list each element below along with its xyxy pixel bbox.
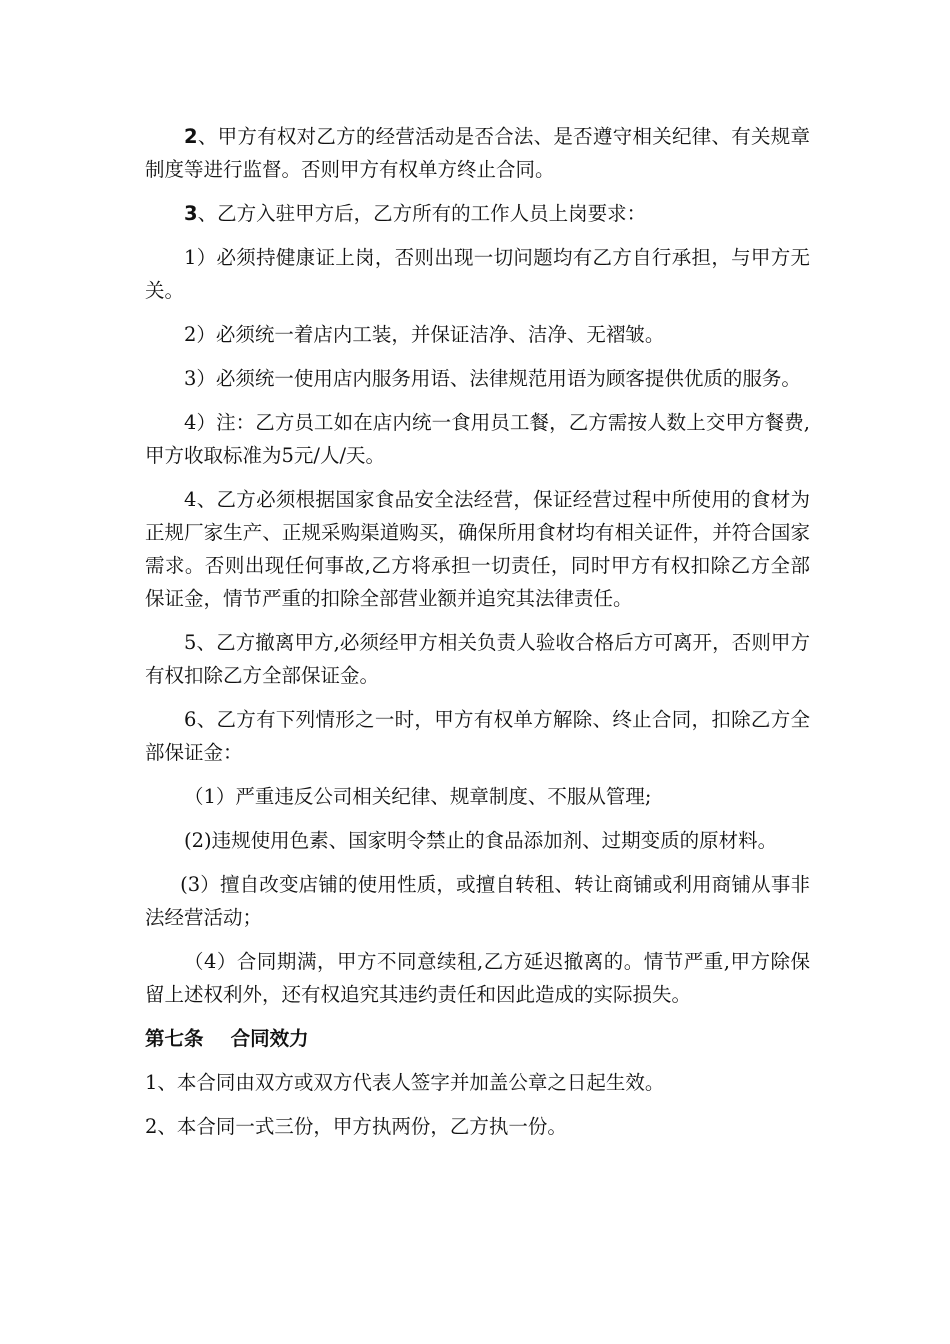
clause-2 — [145, 120, 810, 186]
clause-text: 、甲方有权对乙方的经营活动是否合法、是否遵守相关纪律、有关规章制度等进行监督。否则甲方有权单方终止合同。 — [145, 125, 810, 181]
section-heading: 第七条 合同效力 — [145, 1027, 309, 1050]
clause-5: 5、乙方撤离甲方,必须经甲方相关负责人验收合格后方可离开，否则甲方有权扣除乙方全部保证金。 — [145, 631, 810, 687]
clause-6-item-1: （1）严重违反公司相关纪律、规章制度、不服从管理; — [184, 785, 652, 808]
clause-6: 6、乙方有下列情形之一时，甲方有权单方解除、终止合同，扣除乙方全部保证金： — [145, 708, 810, 764]
clause-6-item-4: （4）合同期满，甲方不同意续租,乙方延迟撤离的。情节严重,甲方除保留上述权利外，还有权追究其违约责任和因此造成的实际损失。 — [145, 950, 810, 1006]
document-body — [145, 120, 810, 1154]
clause-number: 3 — [184, 202, 198, 225]
clause-3-item-1: 1）必须持健康证上岗，否则出现一切问题均有乙方自行承担，与甲方无关。 — [145, 246, 810, 302]
clause-6-item-2: (2)违规使用色素、国家明令禁止的食品添加剂、过期变质的原材料。 — [184, 829, 778, 852]
clause-number: 2 — [184, 125, 198, 148]
clause-6-item-3: (3）擅自改变店铺的使用性质，或擅自转租、转让商铺或利用商铺从事非法经营活动； — [145, 873, 810, 929]
clause-text: 、乙方入驻甲方后，乙方所有的工作人员上岗要求： — [197, 202, 647, 225]
section-item-2: 2、本合同一式三份，甲方执两份，乙方执一份。 — [145, 1115, 567, 1138]
clause-4: 4、乙方必须根据国家食品安全法经营，保证经营过程中所使用的食材为正规厂家生产、正规采购渠道购买，确保所用食材均有相关证件，并符合国家需求。否则出现任何事故,乙方将承担一切责任，同时甲方有权扣除乙方全部保证金，情节严重的扣除全部营业额并追究其法律责任。 — [145, 488, 810, 610]
clause-3 — [145, 197, 810, 230]
clause-3-item-4: 4）注：乙方员工如在店内统一食用员工餐，乙方需按人数上交甲方餐费,甲方收取标准为5元/人/天。 — [145, 411, 810, 467]
clause-3-item-3: 3）必须统一使用店内服务用语、法律规范用语为顾客提供优质的服务。 — [184, 367, 801, 390]
section-item-1: 1、本合同由双方或双方代表人签字并加盖公章之日起生效。 — [145, 1071, 665, 1094]
clause-3-item-2: 2）必须统一着店内工装，并保证洁净、洁净、无褶皱。 — [184, 323, 665, 346]
